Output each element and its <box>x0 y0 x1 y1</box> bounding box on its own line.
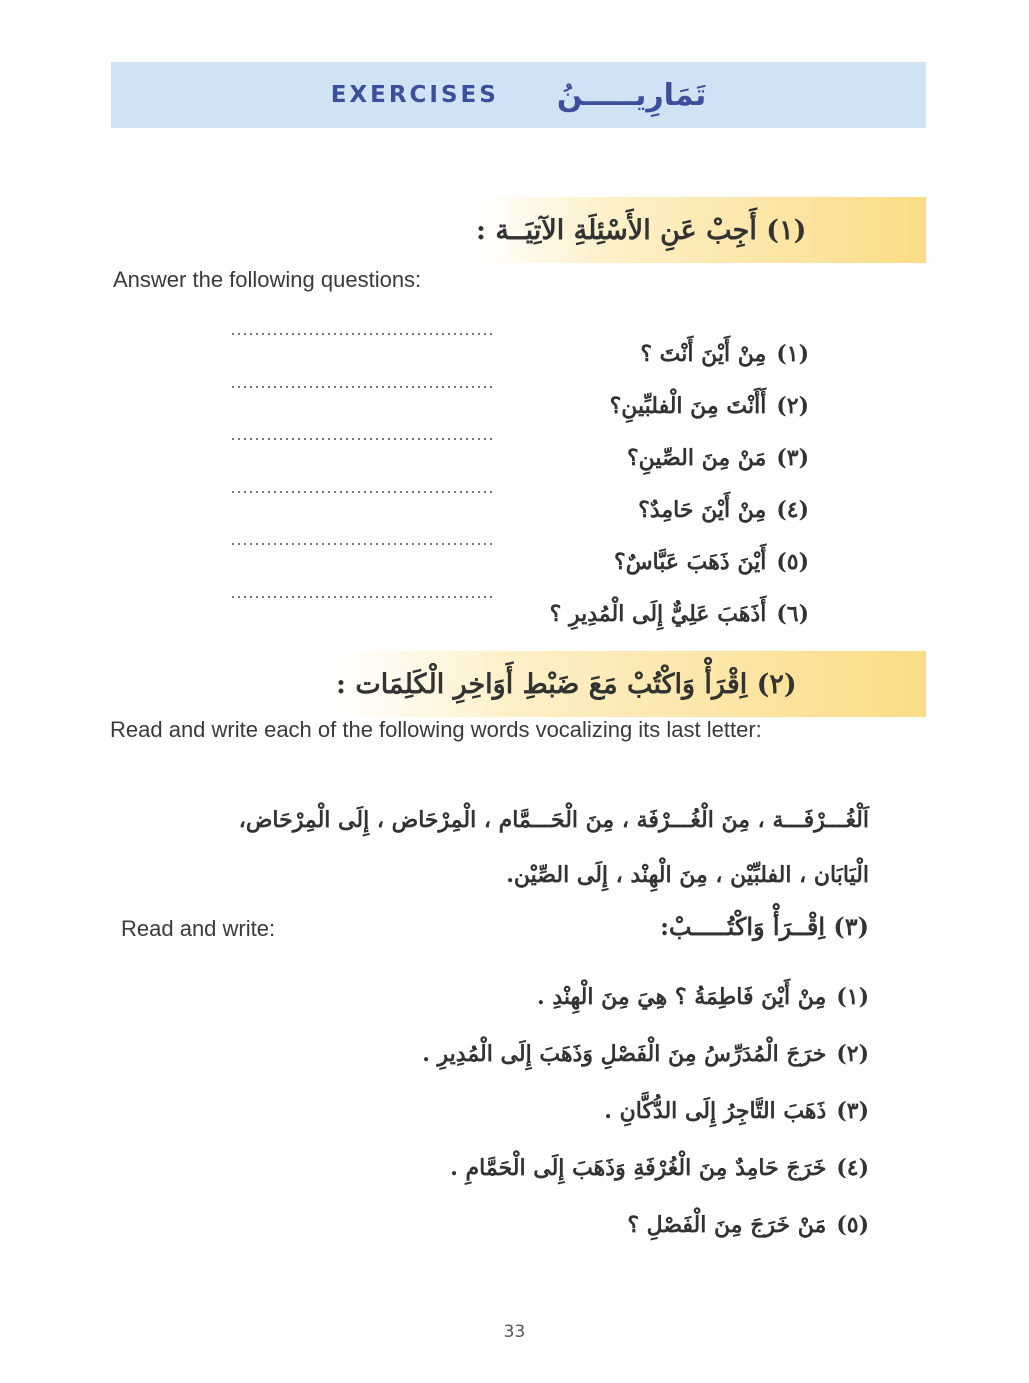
word-list <box>149 793 869 903</box>
section2-heading-text: (٢) اِقْرَأْ وَاكْتُبْ مَعَ ضَبْطِ أَوَاخِرِ الْكَلِمَات : <box>336 668 797 700</box>
section2-heading <box>336 651 926 717</box>
question-item <box>489 536 809 588</box>
answer-line-2[interactable] <box>230 386 495 388</box>
section1-heading-text: (١) أَجِبْ عَنِ الأَسْئِلَةِ الآتِيَــة : <box>476 214 807 246</box>
sentence-text: ذَهَبَ التَّاجِرُ إِلَى الدُّكَّانِ . <box>604 1097 827 1124</box>
answer-lines <box>230 333 495 648</box>
sentence-number: (٥) <box>836 1211 869 1238</box>
answer-line-5[interactable] <box>230 543 495 545</box>
page-number: 33 <box>503 1322 526 1342</box>
question-number: (٤) <box>776 497 809 523</box>
question-item <box>489 380 809 432</box>
question-text: أَيْنَ ذَهَبَ عَبَّاسٌ؟ <box>614 549 767 575</box>
question-text: أَأَنْتَ مِنَ الْفلبِّينِ؟ <box>609 393 767 419</box>
sentence-text: خرَجَ الْمُدَرِّسُ مِنَ الْفَصْلِ وَذَهَبَ إِلَى الْمُدِيرِ . <box>422 1040 827 1067</box>
question-number: (١) <box>776 341 809 367</box>
question-item <box>489 328 809 380</box>
banner-title-ar: تَمَارِيـــــنُ <box>556 77 707 113</box>
sentence-text: مِنْ أَيْنَ فَاطِمَةُ ؟ هِيَ مِنَ الْهِنْدِ . <box>537 983 827 1010</box>
section2-instruction: Read and write each of the following words vocalizing its last letter: <box>110 717 762 742</box>
answer-line-3[interactable] <box>230 438 495 440</box>
sentence-item <box>349 968 869 1025</box>
question-number: (٣) <box>776 445 809 471</box>
word-line-2: الْيَابَان ، الفلبِّيْن ، مِنَ الْهِنْد ، إِلَى الصِّيْن. <box>506 862 869 888</box>
sentence-item <box>349 1082 869 1139</box>
question-item <box>489 588 809 640</box>
sentence-text: خَرَجَ حَامِدٌ مِنَ الْغُرْفَةِ وَذَهَبَ إِلَى الْحَمَّامِ . <box>450 1154 827 1181</box>
section1-instruction: Answer the following questions: <box>113 267 422 292</box>
question-item <box>489 432 809 484</box>
question-number: (٢) <box>776 393 809 419</box>
sentence-list <box>349 968 869 1253</box>
answer-line-6[interactable] <box>230 596 495 598</box>
section3-instruction: Read and write: <box>121 916 276 941</box>
sentence-text: مَنْ خَرَجَ مِنَ الْفَصْلِ ؟ <box>627 1211 827 1238</box>
sentence-number: (٣) <box>836 1097 869 1124</box>
section1-heading <box>476 197 926 263</box>
sentence-number: (٢) <box>836 1040 869 1067</box>
section3-heading: (٣) اِقْــرَأْ وَاكْتُـــــبْ: <box>660 912 869 941</box>
question-item <box>489 484 809 536</box>
sentence-item <box>349 1139 869 1196</box>
answer-line-4[interactable] <box>230 491 495 493</box>
question-text: مَنْ مِنَ الصِّينِ؟ <box>626 445 767 471</box>
question-number: (٦) <box>776 601 809 627</box>
exercises-banner <box>111 62 926 128</box>
question-list <box>489 328 809 640</box>
question-text: أَذَهَبَ عَلِيٌّ إِلَى الْمُدِيرِ ؟ <box>549 601 767 627</box>
sentence-item <box>349 1025 869 1082</box>
sentence-number: (١) <box>836 983 869 1010</box>
question-number: (٥) <box>776 549 809 575</box>
answer-line-1[interactable] <box>230 333 495 335</box>
question-text: مِنْ أَيْنَ حَامِدٌ؟ <box>638 497 767 523</box>
banner-title-en: EXERCISES <box>330 82 499 108</box>
sentence-item <box>349 1196 869 1253</box>
sentence-number: (٤) <box>836 1154 869 1181</box>
word-line-1: اَلْغُـــرْفَـــة ، مِنَ الْغُـــرْفَة ، مِنَ الْحَـــمَّام ، الْمِرْحَاض ، إِلَى الْمِرْحَاض، <box>238 807 869 833</box>
question-text: مِنْ أَيْنَ أَنْتَ ؟ <box>640 341 767 367</box>
